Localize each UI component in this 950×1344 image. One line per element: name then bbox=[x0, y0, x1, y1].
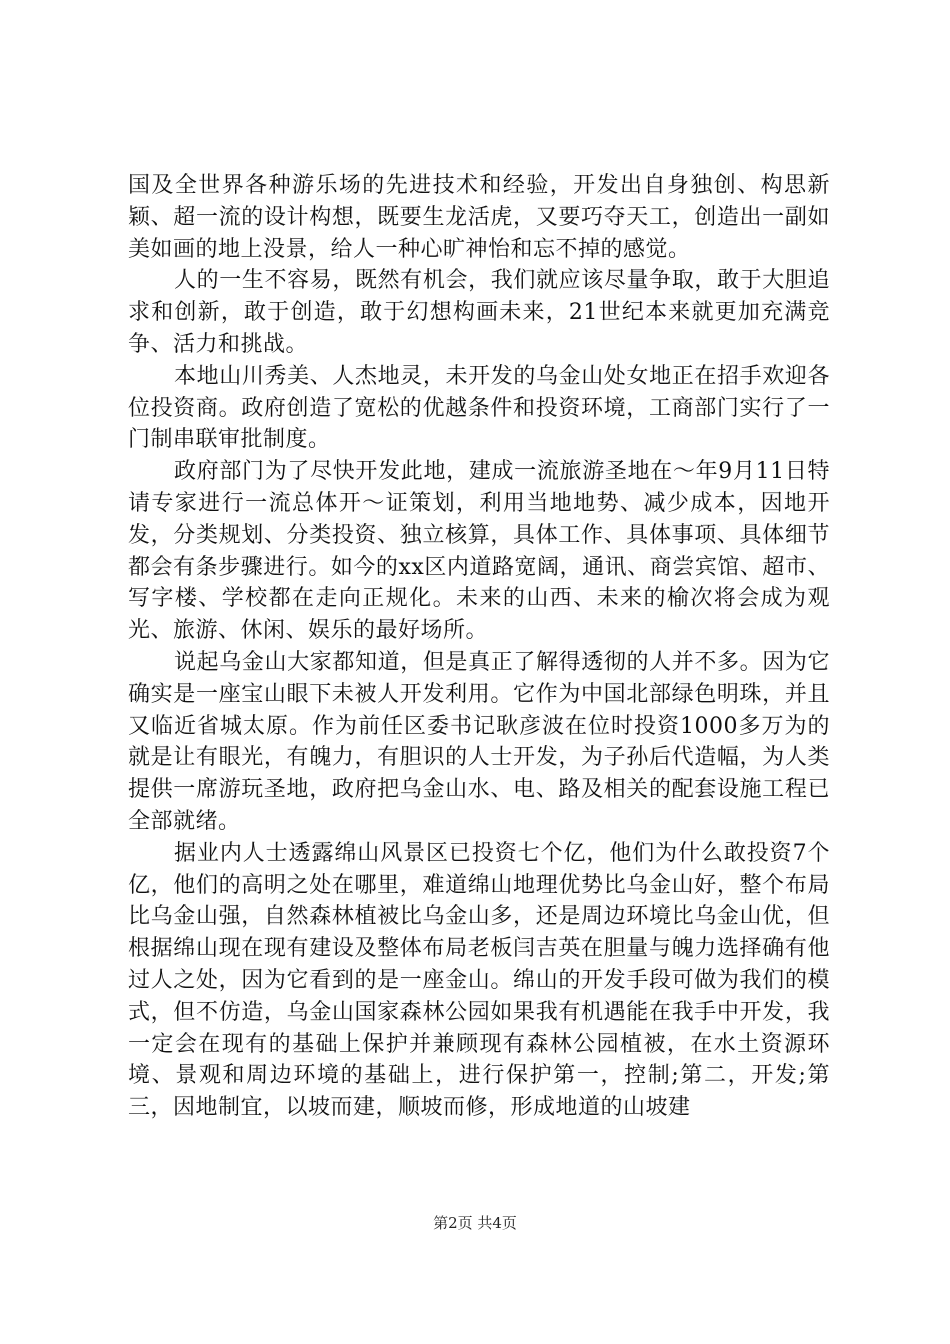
paragraph: 说起乌金山大家都知道，但是真正了解得透彻的人并不多。因为它确实是一座宝山眼下未被人开发利用。它作为中国北部绿色明珠，并且又临近省城太原。作为前任区委书记耿彦波在位时投资1000多万为的就是让有眼光，有魄力，有胆识的人士开发，为子孙后代造幅，为人类提供一席游玩圣地，政府把乌金山水、电、路及相关的配套设施工程已全部就绪。 bbox=[128, 649, 830, 834]
document-body bbox=[128, 170, 830, 1124]
paragraph: 据业内人士透露绵山风景区已投资七个亿，他们为什么敢投资7个亿，他们的高明之处在哪里，难道绵山地理优势比乌金山好，整个布局比乌金山强，自然森林植被比乌金山多，还是周边环境比乌金山优，但根据绵山现在现有建设及整体布局老板闫吉英在胆量与魄力选择确有他过人之处，因为它看到的是一座金山。绵山的开发手段可做为我们的模式，但不仿造，乌金山国家森林公园如果我有机遇能在我手中开发，我一定会在现有的基础上保护并兼顾现有森林公园植被，在水土资源环境、景观和周边环境的基础上，进行保护第一，控制;第二，开发;第三，因地制宜，以坡而建，顺坡而修，形成地道的山坡建 bbox=[128, 840, 830, 1121]
paragraph: 政府部门为了尽快开发此地，建成一流旅游圣地在～年9月11日特请专家进行一流总体开～证策划，利用当地地势、减少成本，因地开发，分类规划、分类投资、独立核算，具体工作、具体事项、具体细节都会有条步骤进行。如今的xx区内道路宽阔，通讯、商尝宾馆、超市、写字楼、学校都在走向正规化。未来的山西、未来的榆次将会成为观光、旅游、休闲、娱乐的最好场所。 bbox=[128, 459, 830, 644]
paragraph-continuation: 国及全世界各种游乐场的先进技术和经验，开发出自身独创、构思新颖、超一流的设计构想，既要生龙活虎，又要巧夺天工，创造出一副如美如画的地上没景，给人一种心旷神怡和忘不掉的感觉。 bbox=[128, 173, 830, 262]
page-number-footer: 第2页 共4页 bbox=[433, 1214, 517, 1232]
paragraph: 本地山川秀美、人杰地灵，未开发的乌金山处女地正在招手欢迎各位投资商。政府创造了宽松的优越条件和投资环境，工商部门实行了一门制串联审批制度。 bbox=[128, 363, 830, 453]
paragraph: 人的一生不容易，既然有机会，我们就应该尽量争取，敢于大胆追求和创新，敢于创造，敢于幻想构画未来，21世纪本来就更加充满竞争、活力和挑战。 bbox=[128, 268, 830, 357]
